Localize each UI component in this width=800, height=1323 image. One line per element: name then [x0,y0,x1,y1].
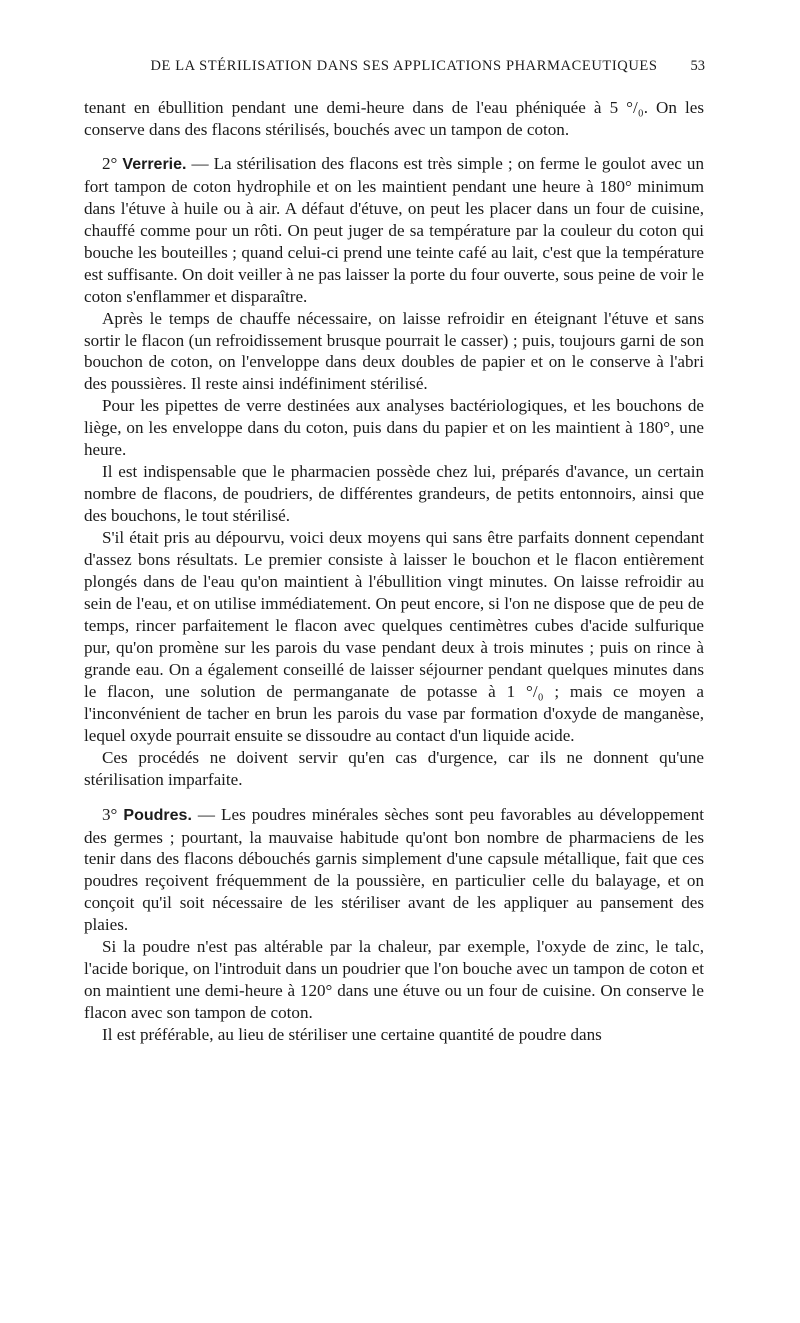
section-poudres-paragraph-2: Si la poudre n'est pas altérable par la chaleur, par exemple, l'oxyde de zinc, le talc, l'acide borique, on l'introduit dans un poudrier que l'on bouche avec un tampon de coton et on maintient une demi-heure à 120° dans une étuve ou un four de cuisine. On conserve le flacon avec son tampon de coton. [84,937,704,1023]
section-poudres-title: Poudres. [123,806,192,824]
page-number: 53 [690,58,705,74]
section-verrerie-paragraph-1 [84,153,704,308]
section-poudres [84,804,704,1046]
continued-paragraph: tenant en ébullition pendant une demi-heure dans de l'eau phéniquée à 5 °/₀. On les conserve dans des flacons stérilisés, bouchés avec un tampon de coton. [84,98,704,139]
section-verrerie-paragraph-6: Ces procédés ne doivent servir qu'en cas d'urgence, car ils ne donnent qu'une stérilisation imparfaite. [84,747,704,789]
section-verrerie-paragraph-2: Après le temps de chauffe nécessaire, on laisse refroidir en éteignant l'étuve et sans sortir le flacon (un refroidissement brusque pourrait le casser) ; puis, toujours garni de son bouchon de coton, on l'enveloppe dans deux doubles de papier et on le conserve à l'abri des poussières. Il reste ainsi indéfiniment stérilisé. [84,308,704,394]
section-verrerie-number: 2° [102,153,118,173]
section-verrerie-paragraph-5: S'il était pris au dépourvu, voici deux moyens qui sans être parfaits donnent cependant d'assez bons résultats. Le premier consiste à laisser le bouchon et le flacon entièrement plongés dans de l'eau qu'on maintient à l'ébullition vingt minutes. On laisse refroidir au sein de l'eau, et on utilise immédiatement. On peut encore, si l'on ne dispose que de peu de temps, rincer parfaitement le flacon avec quelques centimètres cubes d'acide sulfurique pur, qu'on promène sur les parois du vase pendant deux à trois minutes ; puis on rince à grande eau. On a également conseillé de laisser séjourner pendant quelques minutes dans le flacon, une solution de permanganate de potasse à 1 °/₀ ; mais ce moyen a l'inconvénient de tacher en brun les parois du vase par formation d'oxyde de manganèse, lequel oxyde pourrait ensuite se dissoudre au contact d'un liquide acide. [84,528,704,745]
section-verrerie-text-1: — La stérilisation des flacons est très simple ; on ferme le goulot avec un fort tampon de coton hydrophile et on les maintient pendant une heure à 180° minimum dans l'étuve à huile ou à air. A défaut d'étuve, on peut les placer dans un four de cuisine, chauffé comme pour un rôti. On peut juger de sa température par la couleur du coton qui bouche les bouteilles ; quand celui-ci prend une teinte café au lait, c'est que la température est suffisante. On doit veiller à ne pas laisser la porte du four ouverte, sous peine de voir le coton s'enflammer et disparaître. [84,153,704,306]
section-verrerie-title: Verrerie. [122,155,187,173]
book-page [84,56,704,1046]
section-verrerie [84,153,704,791]
section-verrerie-paragraph-3: Pour les pipettes de verre destinées aux analyses bactériologiques, et les bouchons de liège, on les enveloppe dans du coton, puis dans du papier et on les maintient à 180°, une heure. [84,396,704,460]
running-head [124,56,705,78]
section-poudres-text-1: — Les poudres minérales sèches sont peu favorables au développement des germes ; pourtant, la mauvaise habitude qu'ont bon nombre de pharmaciens de les tenir dans des flacons débouchés garnis simplement d'une capsule métallique, fait que ces poudres reçoivent fréquemment de la poussière, en particulier celle du balayage, et on conçoit qu'il soit nécessaire de les stériliser avant de les appliquer au pansement des plaies. [84,804,704,935]
section-poudres-paragraph-3: Il est préférable, au lieu de stériliser une certaine quantité de poudre dans [102,1025,602,1045]
section-poudres-number: 3° [102,804,118,824]
section-poudres-paragraph-1 [84,804,704,937]
running-title: DE LA STÉRILISATION DANS SES APPLICATIONS PHARMACEUTIQUES [150,58,658,74]
section-verrerie-paragraph-4: Il est indispensable que le pharmacien possède chez lui, préparés d'avance, un certain nombre de flacons, de poudriers, de différentes grandeurs, de petits entonnoirs, ainsi que des bouchons, le tout stérilisé. [84,462,704,526]
